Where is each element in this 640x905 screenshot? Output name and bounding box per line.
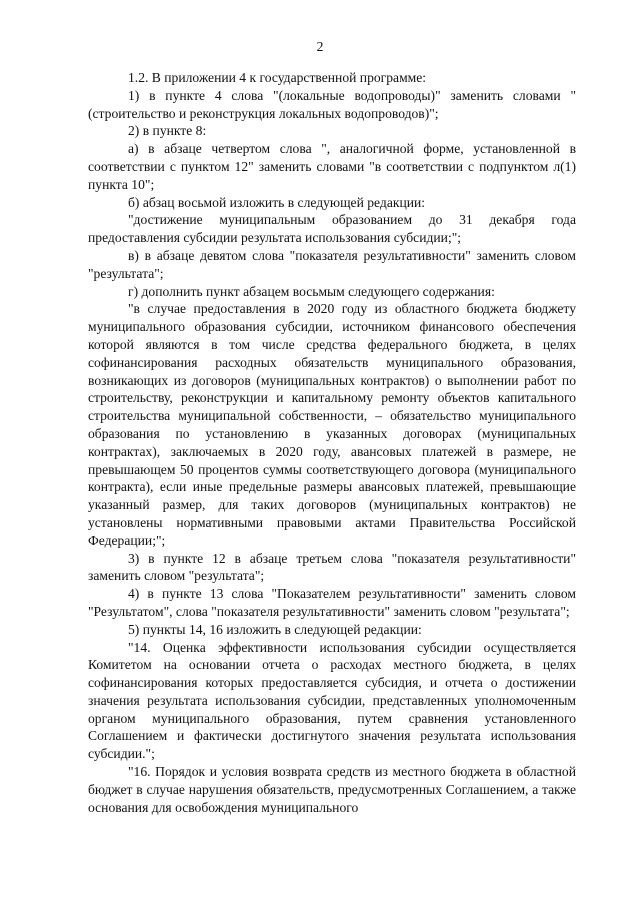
paragraph-quote-achievement: "достижение муниципальным образованием до 31 декабря года предоставления субсидии результата использования субсидии;"; [88, 212, 576, 246]
paragraph-item-3: 3) в пункте 12 в абзаце третьем слова "показателя результативности" заменить словом "результата"; [88, 550, 576, 584]
paragraph-item-4: 4) в пункте 13 слова "Показателем результативности" заменить словом "Результатом", слова "показателя результативности" заменить словом "результата"; [88, 586, 576, 619]
paragraph-item-5: 5) пункты 14, 16 изложить в следующей редакции: [128, 621, 422, 637]
page-number: 2 [316, 39, 324, 54]
document-body [88, 69, 576, 816]
paragraph-item-2b: б) абзац восьмой изложить в следующей редакции: [128, 194, 426, 210]
paragraph-item-2a: а) в абзаце четвертом слова ", аналогичной форме, установленной в соответствии с пунктом 12" заменить словами "в соответствии с подпунктом л(1) пункта 10"; [88, 141, 576, 192]
paragraph-item-2v: в) в абзаце девятом слова "показателя результативности" заменить словом "результата"; [88, 247, 576, 281]
paragraph-item-1: 1) в пункте 4 слова "(локальные водопроводы)" заменить словами "(строительство и реконструкция локальных водопроводов)"; [88, 87, 576, 121]
paragraph-1-2-heading: 1.2. В приложении 4 к государственной программе: [128, 70, 427, 85]
paragraph-quote-2020-provision: "в случае предоставления в 2020 году из областного бюджета бюджету муниципального образования субсидии, источником финансового обеспечения которой являются в том числе средства федерального бюджета, в целях софинансирования расходных обязательств муниципального образования, возникающих из договоров (муниципальных контрактов) о выполнении работ по строительству, реконструкции и капитальному ремонту объектов капитального строительства муниципальной собственности, – обязательство муниципального образования по установлению в указанных договорах (муниципальных контрактах), заключаемых в 2020 году, авансовых платежей в размере, не превышающем 50 процентов суммы соответствующего договора (муниципального контракта), если иные предельные размеры авансовых платежей, превышающие указанный размер, для таких договоров (муниципальных контрактов) не установлены нормативными правовыми актами Правительства Российской Федерации;"; [88, 301, 576, 548]
paragraph-quote-point-16: "16. Порядок и условия возврата средств из местного бюджета в областной бюджет в случае нарушения обязательств, предусмотренных Соглашением, а также основания для освобождения муниципального [88, 764, 576, 815]
paragraph-quote-point-14: "14. Оценка эффективности использования субсидии осуществляется Комитетом на основании отчета о расходах местного бюджета, в целях софинансирования которых предоставляется субсидия, и отчета о достижении значения результата использования субсидии, представленных уполномоченным органом муниципального образования, путем сравнения установленного Соглашением и фактически достигнутого значения результата использования субсидии."; [88, 639, 576, 762]
paragraph-item-2: 2) в пункте 8: [128, 123, 207, 139]
paragraph-item-2g: г) дополнить пункт абзацем восьмым следующего содержания: [128, 283, 495, 299]
